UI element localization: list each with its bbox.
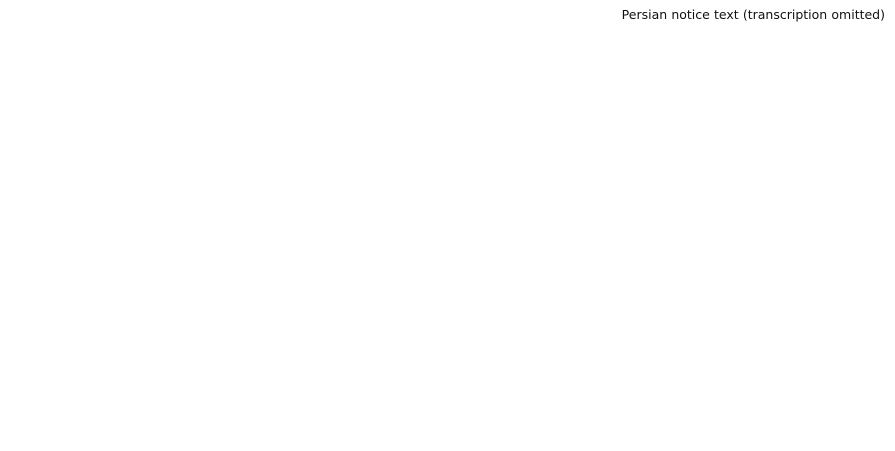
notice-body-text: Persian notice text (transcription omitted) [621, 7, 885, 22]
notice-paragraph [10, 6, 885, 24]
